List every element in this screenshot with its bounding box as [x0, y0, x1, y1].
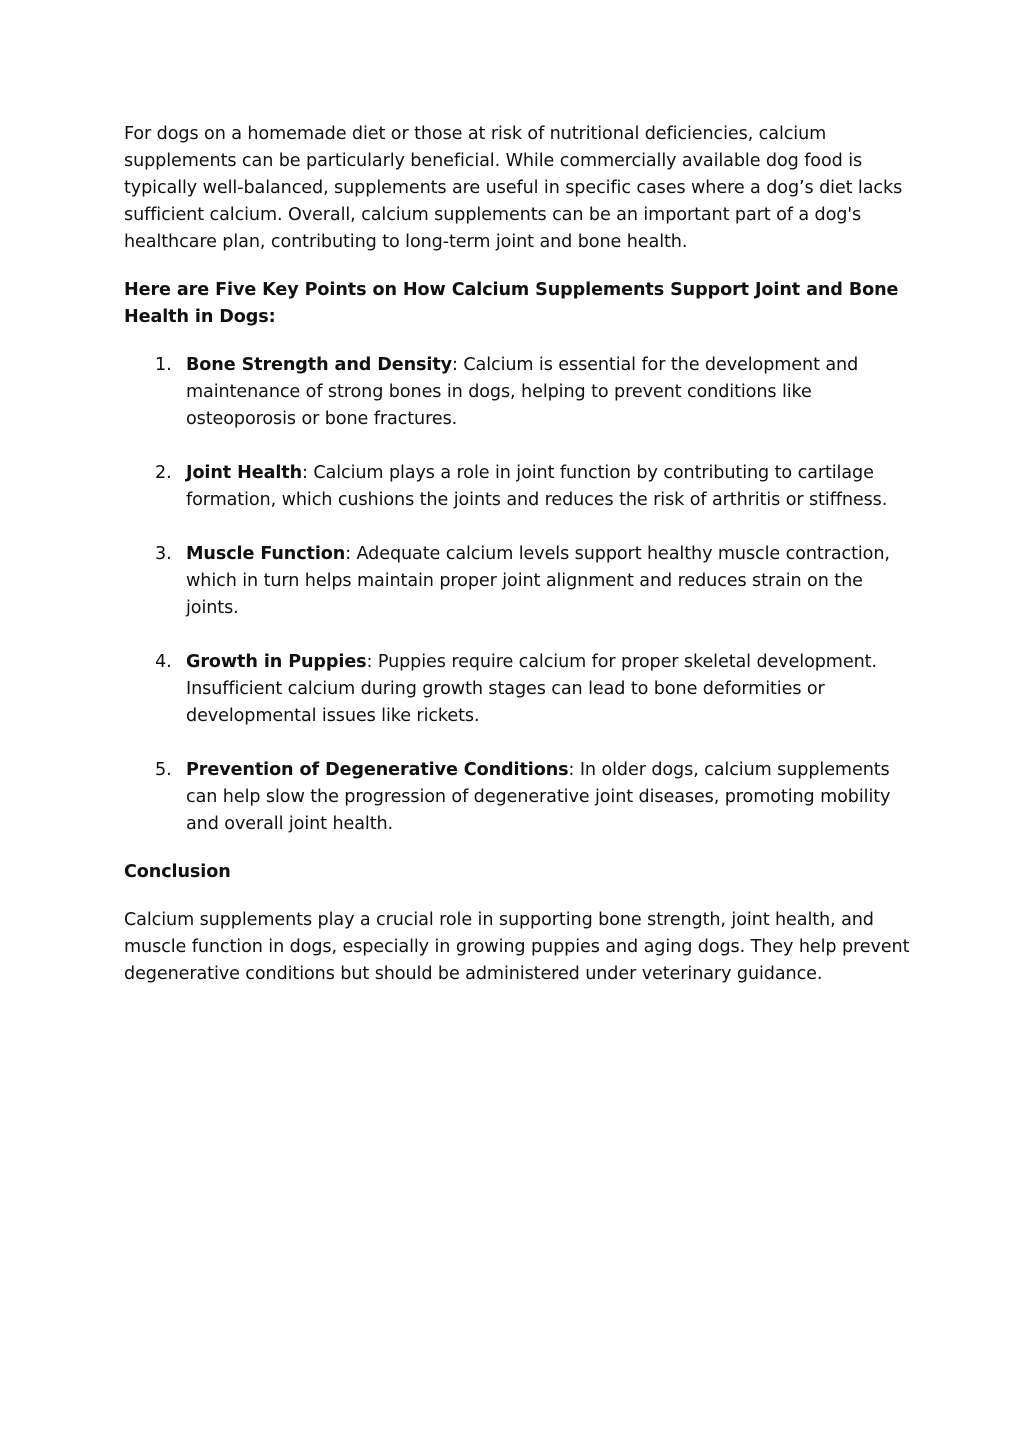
list-item-text: : Adequate calcium levels support healthy muscle contraction, which in turn helps maintain proper joint alignment and reduces strain on the joints.: [186, 544, 890, 618]
list-item-number: 4.: [155, 652, 172, 672]
list-item-term: Growth in Puppies: [186, 652, 367, 672]
list-item-text: : In older dogs, calcium supplements can help slow the progression of degenerative joint diseases, promoting mobility and overall joint health.: [186, 760, 891, 834]
key-points-heading: Here are Five Key Points on How Calcium Supplements Support Joint and Bone Health in Dogs:: [124, 280, 899, 327]
list-item: [124, 757, 914, 838]
key-points-list: [124, 352, 914, 838]
list-item-term: Muscle Function: [186, 544, 346, 564]
list-item-term: Bone Strength and Density: [186, 355, 453, 375]
list-item: [124, 460, 914, 514]
list-item: [124, 541, 914, 622]
list-item-text: : Calcium plays a role in joint function by contributing to cartilage formation, which cushions the joints and reduces the risk of arthritis or stiffness.: [186, 463, 888, 510]
list-item-term: Prevention of Degenerative Conditions: [186, 760, 569, 780]
list-item-text: : Calcium is essential for the development and maintenance of strong bones in dogs, helping to prevent conditions like osteoporosis or bone fractures.: [186, 355, 859, 429]
list-item-number: 5.: [155, 760, 172, 780]
list-item-text: : Puppies require calcium for proper skeletal development. Insufficient calcium during growth stages can lead to bone deformities or developmental issues like rickets.: [186, 652, 877, 726]
list-item: [124, 352, 914, 433]
intro-paragraph: For dogs on a homemade diet or those at risk of nutritional deficiencies, calcium supplements can be particularly beneficial. While commercially available dog food is typically well-balanced, supplements are useful in specific cases where a dog’s diet lacks sufficient calcium. Overall, calcium supplements can be an important part of a dog's healthcare plan, contributing to long-term joint and bone health.: [124, 124, 903, 252]
list-item-number: 3.: [155, 544, 172, 564]
document-page: [124, 121, 914, 988]
list-item: [124, 649, 914, 730]
list-item-number: 1.: [155, 355, 172, 375]
list-item-number: 2.: [155, 463, 172, 483]
list-item-term: Joint Health: [186, 463, 303, 483]
conclusion-heading: Conclusion: [124, 862, 231, 882]
conclusion-paragraph: Calcium supplements play a crucial role in supporting bone strength, joint health, and muscle function in dogs, especially in growing puppies and aging dogs. They help prevent degenerative conditions but should be administered under veterinary guidance.: [124, 910, 910, 984]
